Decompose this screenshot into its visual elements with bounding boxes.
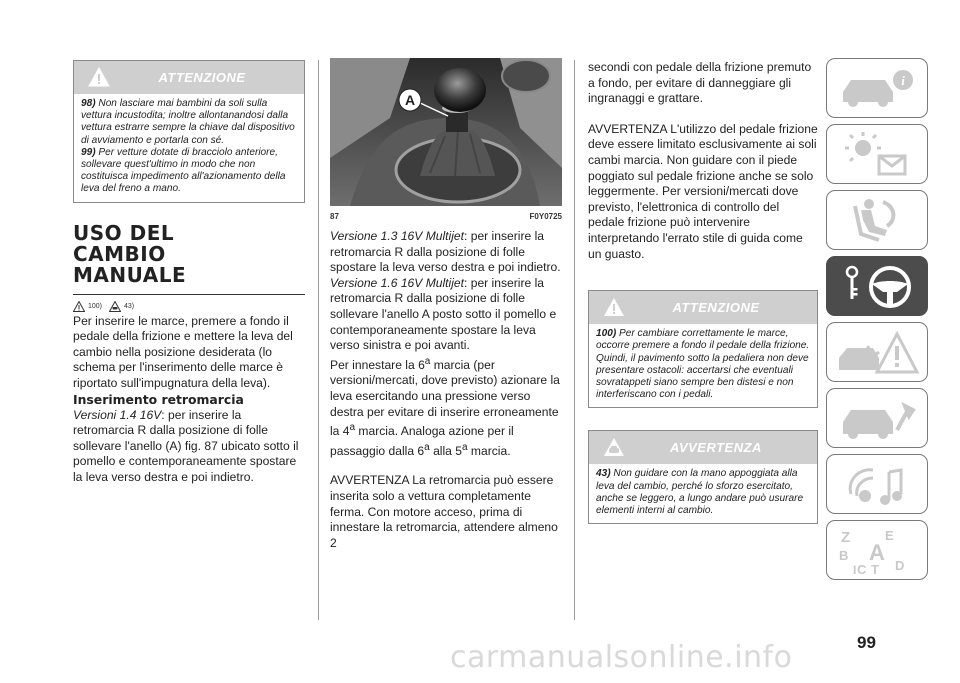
tab-car-info[interactable] bbox=[826, 58, 928, 118]
intro-paragraph: Per inserire le marce, premere a fondo il pedale della frizione e mettere la leva del cambio nella posizione desiderata (lo schema per l'inserimento delle marce è riportato sull'impugnatura della leva). bbox=[73, 313, 293, 390]
multimedia-icon bbox=[835, 460, 921, 510]
warning-text: Non lasciare mai bambini da soli sulla vettura incustodita; inoltre allontanandosi dalla vettura estrarre sempre la chiave dal dispositivo di avviamento e portarla con sé. bbox=[81, 98, 295, 146]
steering-wheel-key-icon bbox=[835, 262, 921, 312]
car-info-icon bbox=[835, 64, 921, 114]
column-1 bbox=[73, 60, 305, 486]
warning-number: 98) bbox=[81, 98, 96, 109]
warning-box-attenzione-2 bbox=[588, 290, 818, 408]
warning-triangle-icon bbox=[603, 297, 625, 317]
page-number: 99 bbox=[857, 633, 876, 652]
reverse-text: : per inserire la retromarcia R dalla posizione di folle sollevare l'anello (A) fig. 87 ubicato sotto il pomello e contemporaneamente spostare la leva verso destra e poi indietro. bbox=[73, 407, 299, 484]
tab-index[interactable] bbox=[826, 520, 928, 580]
index-letter: B bbox=[839, 548, 849, 563]
reverse-notice-paragraph: AVVERTENZA La retromarcia può essere inserita solo a vettura completamente ferma. Con motore acceso, prima di innestare la retromarcia, attendere almeno 2 bbox=[330, 473, 558, 550]
warning-body bbox=[589, 324, 817, 407]
index-letter: D bbox=[895, 558, 905, 573]
seat-airbag-icon bbox=[835, 196, 921, 246]
notice-header bbox=[589, 431, 817, 464]
notice-box-avvertenza bbox=[588, 430, 818, 524]
tab-maintenance[interactable] bbox=[826, 388, 928, 448]
notice-text: Non guidare con la mano appoggiata alla leva del cambio, perché lo sforzo esercitato, anche se leggero, a lungo andare può usurare elementi interni al cambio. bbox=[596, 468, 804, 516]
ordinal-sup: a bbox=[424, 441, 430, 453]
gear-lever-figure bbox=[330, 58, 562, 206]
warning-lights-icon bbox=[835, 130, 921, 180]
version-label: Versioni 1.4 16V bbox=[73, 407, 162, 422]
sixth-gear-paragraph bbox=[330, 354, 562, 460]
paragraph-text: : per inserire la retromarcia R dalla posizione di folle spostare la leva verso destra e poi indietro. bbox=[330, 229, 561, 275]
ref-number: 100) bbox=[88, 302, 103, 310]
notice-body bbox=[589, 464, 817, 523]
column-divider-left bbox=[318, 60, 319, 620]
ordinal-sup: a bbox=[349, 422, 356, 434]
figure-callout-label: A bbox=[404, 92, 416, 108]
ordinal-sup: a bbox=[424, 355, 431, 367]
warning-number: 99) bbox=[81, 146, 96, 158]
warning-text: Per cambiare correttamente le marce, occorre premere a fondo il pedale della frizione. Quindi, il pavimento sotto la pedaliera non deve presentare ostacoli: accertarsi che eventuali sovratappeti siano sempre ben distesi e non interferiscano con i pedali. bbox=[596, 328, 810, 401]
version-label: Versione 1.3 16V Multijet bbox=[330, 229, 464, 243]
notice-number: 43) bbox=[596, 468, 611, 480]
continued-paragraph: secondi con pedale della frizione premuto a fondo, per evitare di danneggiare gli ingranaggi e grattare. bbox=[588, 60, 812, 106]
index-letter: T bbox=[871, 562, 879, 576]
warning-box-attenzione bbox=[73, 60, 305, 203]
accident-warning-icon bbox=[835, 328, 921, 378]
version-16-paragraph bbox=[330, 276, 562, 354]
warning-triangle-icon bbox=[73, 301, 85, 312]
reference-marks bbox=[73, 301, 305, 312]
car-notice-icon bbox=[109, 301, 121, 312]
text-part: marcia. bbox=[467, 443, 511, 458]
warning-text: Per vetture dotate di bracciolo anteriore, sollevare quest'ultimo in modo che non costituisca impedimento all'azionamento della leva del freno a mano. bbox=[81, 146, 286, 195]
warning-title: ATTENZIONE bbox=[672, 300, 760, 316]
svg-text:i: i bbox=[901, 73, 905, 88]
text-part: Per innestare la 6 bbox=[330, 357, 425, 372]
index-letter: I bbox=[853, 563, 857, 576]
section-title: USO DEL CAMBIO MANUALE bbox=[73, 220, 187, 287]
text-part: alla 5 bbox=[429, 443, 462, 458]
clutch-notice-paragraph: AVVERTENZA L'utilizzo del pedale frizione deve essere limitato esclusivamente ai soli cambi marcia. Non guidare con il piede poggiato sul pedale frizione anche se solo leggermente. Per versioni/mercati dove previsto, l'elettronica di controllo del pedale frizione può intervenire interpretando l'errato stile di guida come un guasto. bbox=[588, 121, 818, 261]
index-letter: A bbox=[869, 540, 885, 565]
car-notice-icon bbox=[603, 437, 625, 457]
gear-lever-photo bbox=[330, 58, 562, 206]
text-part: marcia (per versioni/mercati, dove previsto) azionare la leva esercitando una pressione verso destra per evitare di inserire erroneamente la 4 bbox=[330, 357, 560, 439]
index-letters-icon bbox=[835, 526, 921, 576]
index-letter: C bbox=[857, 562, 867, 576]
reverse-paragraph bbox=[73, 408, 305, 486]
subsection-title: Inserimento retromarcia bbox=[73, 391, 244, 407]
tab-warning-lights[interactable] bbox=[826, 124, 928, 184]
tab-emergency[interactable] bbox=[826, 322, 928, 382]
service-car-icon bbox=[835, 394, 921, 444]
figure-number: 87 bbox=[330, 212, 339, 221]
ref-number: 43) bbox=[124, 302, 135, 310]
column-2 bbox=[330, 58, 562, 551]
warning-body bbox=[74, 94, 304, 202]
notice-item bbox=[596, 468, 810, 517]
notice-title: AVVERTENZA bbox=[670, 440, 762, 456]
title-underline bbox=[73, 294, 305, 295]
version-label: Versione 1.6 16V Multijet bbox=[330, 275, 464, 290]
column-3 bbox=[588, 60, 818, 524]
warning-header bbox=[589, 291, 817, 324]
index-letter: E bbox=[885, 528, 894, 543]
version-13-paragraph bbox=[330, 229, 562, 276]
warning-item bbox=[81, 98, 297, 147]
paragraph-text: : per inserire la retromarcia R dalla posizione di folle sollevare l'anello A posto sotto il pomello e contemporaneamente spostare la leva verso sinistra e poi avanti. bbox=[330, 275, 557, 353]
chapter-tabs bbox=[826, 58, 928, 586]
text-part: marcia. Analoga azione per il passaggio dalla 6 bbox=[330, 424, 514, 458]
warning-title: ATTENZIONE bbox=[158, 70, 246, 85]
index-letter: Z bbox=[841, 529, 851, 546]
tab-starting-driving[interactable] bbox=[826, 256, 928, 316]
watermark: carmanualsonline.info bbox=[450, 640, 793, 675]
warning-header bbox=[74, 61, 304, 94]
column-divider-right bbox=[574, 60, 575, 620]
figure-caption bbox=[330, 212, 562, 221]
tab-safety[interactable] bbox=[826, 190, 928, 250]
warning-number: 100) bbox=[596, 328, 617, 340]
warning-item bbox=[596, 328, 810, 401]
warning-item bbox=[81, 147, 297, 196]
tab-multimedia[interactable] bbox=[826, 454, 928, 514]
figure-code: F0Y0725 bbox=[529, 212, 562, 221]
warning-triangle-icon bbox=[88, 67, 110, 87]
ordinal-sup: a bbox=[461, 441, 468, 453]
